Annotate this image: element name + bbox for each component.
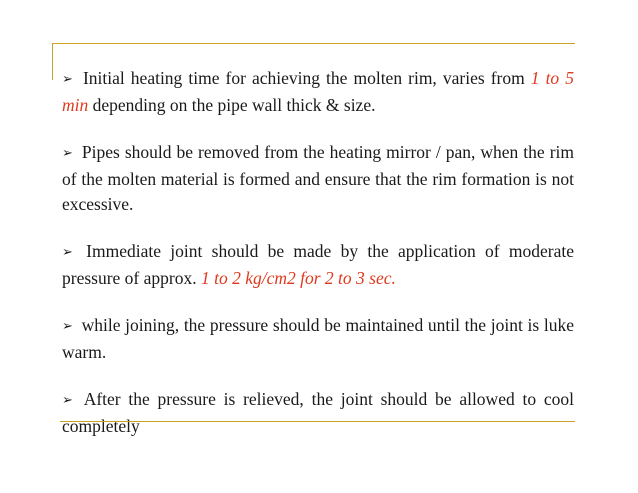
bullet-point-1 xyxy=(62,66,574,118)
arrow-bullet-icon: ➢ xyxy=(62,393,73,408)
bullet-text-pre: while joining, the pressure should be maintained until the joint is luke warm. xyxy=(62,315,574,362)
arrow-bullet-icon: ➢ xyxy=(62,72,73,87)
arrow-bullet-icon: ➢ xyxy=(62,245,73,260)
bullet-point-2 xyxy=(62,140,574,217)
bullet-list xyxy=(62,66,574,461)
arrow-bullet-icon: ➢ xyxy=(62,146,73,161)
highlight-text: 1 to 5 min xyxy=(62,68,574,115)
arrow-bullet-icon: ➢ xyxy=(62,319,73,334)
bullet-point-3 xyxy=(62,239,574,291)
bullet-text-pre: After the pressure is relieved, the joint should be allowed to cool completely xyxy=(62,389,574,436)
bullet-text-pre: Immediate joint should be made by the application of moderate pressure of approx. xyxy=(62,241,574,288)
bullet-text-pre: Initial heating time for achieving the molten rim, varies from xyxy=(76,68,531,88)
highlight-text: 1 to 2 kg/cm2 for 2 to 3 sec. xyxy=(200,268,396,288)
top-rule-line xyxy=(52,43,575,44)
bullet-point-4 xyxy=(62,313,574,365)
bullet-text-post: depending on the pipe wall thick & size. xyxy=(88,95,376,115)
left-rule-line xyxy=(52,43,53,80)
bullet-point-5 xyxy=(62,387,574,439)
bottom-rule-line xyxy=(60,421,575,422)
bullet-text-pre: Pipes should be removed from the heating mirror / pan, when the rim of the molten material is formed and ensure that the rim formation is not excessive. xyxy=(62,142,574,214)
